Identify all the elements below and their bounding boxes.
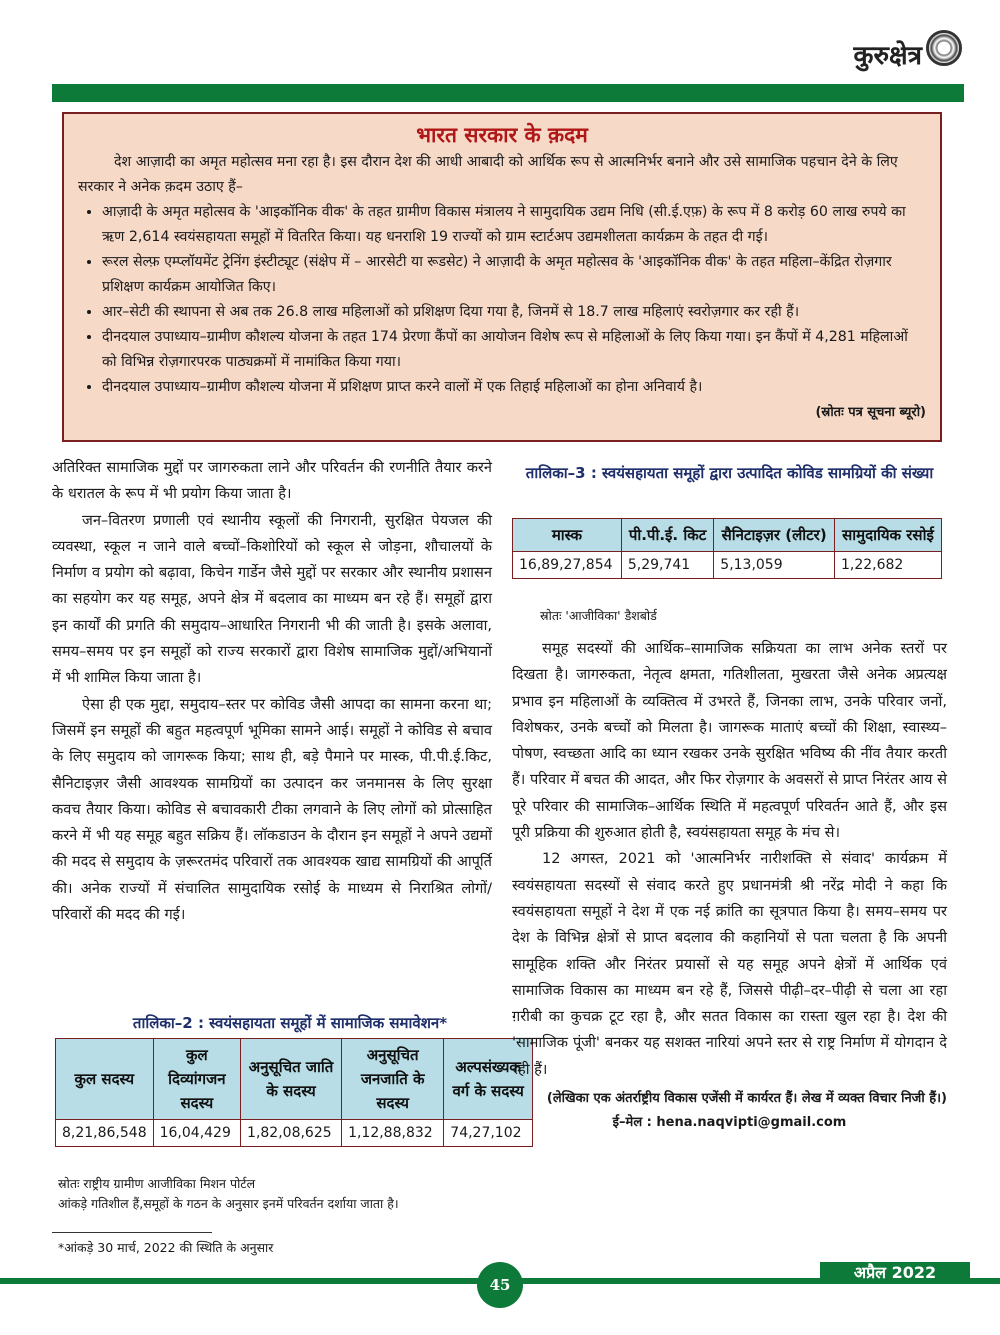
- table2-source: स्रोतः राष्ट्रीय ग्रामीण आजीविका मिशन पोर्टल: [58, 1176, 256, 1191]
- table3-header: पी.पी.ई. किट: [621, 519, 713, 552]
- table2-header: कुल दिव्यांगजन सदस्य: [153, 1039, 240, 1120]
- box-source: (स्रोतः पत्र सूचना ब्यूरो): [815, 405, 926, 420]
- table3-source: स्रोतः 'आजीविका' डैशबोर्ड: [540, 608, 657, 623]
- header-bar: [52, 84, 964, 102]
- box-intro: देश आज़ादी का अमृत महोत्सव मना रहा है। इस दौरान देश की आधी आबादी को आर्थिक रूप से आत्मनिर्भर बनाने और उसे सामाजिक पहचान देने के लिए सरकार ने अनेक क़दम उठाए हैं–: [78, 154, 898, 195]
- table2-header: अनुसूचित जाति के सदस्य: [241, 1039, 342, 1120]
- table2-header: अनुसूचित जनजाति के सदस्य: [342, 1039, 444, 1120]
- table3-header: सैनिटाइज़र (लीटर): [714, 519, 835, 552]
- table2-header: अल्पसंख्यक वर्ग के सदस्य: [444, 1039, 533, 1120]
- emblem-icon: [926, 30, 962, 66]
- right-column: [512, 636, 947, 1133]
- author-note: (लेखिका एक अंतर्राष्ट्रीय विकास एजेंसी में कार्यरत हैं। लेख में व्यक्त विचार निजी हैं।): [546, 1091, 947, 1107]
- table3: [512, 518, 942, 579]
- table2: [55, 1038, 533, 1147]
- table3-header: सामुदायिक रसोई: [834, 519, 941, 552]
- table2-cell: 1,12,88,832: [342, 1120, 444, 1147]
- paragraph: 12 अगस्त, 2021 को 'आत्मनिर्भर नारीशक्ति से संवाद' कार्यक्रम में स्वयंसहायता सदस्यों से संवाद करते हुए प्रधानमंत्री श्री नरेंद्र मोदी ने कहा कि स्वयंसहायता समूहों ने देश में एक नई क्रांति का सूत्रपात किया है। समय–समय पर देश के विभिन्न क्षेत्रों से प्राप्त बदलाव की कहानियों से पता चलता है कि अपनी सामूहिक शक्ति और निरंतर प्रयासों से यह समूह अपने क्षेत्रों में आर्थिक एवं सामाजिक विकास का माध्यम बन रहे हैं, जिससे पीढ़ी–दर–पीढ़ी से चला आ रहा ग़रीबी का कुचक्र टूट रहा है, और सतत विकास का रास्ता खुल रहा है। देश की 'सामाजिक पूंजी' बनकर यह सशक्त नारियां अपने स्तर से राष्ट्र निर्माण में योगदान दे रही हैं।: [512, 850, 947, 1078]
- table2-cell: 1,82,08,625: [241, 1120, 342, 1147]
- page-number: 45: [477, 1262, 523, 1308]
- paragraph: समूह सदस्यों की आर्थिक–सामाजिक सक्रियता का लाभ अनेक स्तरों पर दिखता है। जागरुकता, नेतृत्व क्षमता, गतिशीलता, मुखरता जैसे अनेक अप्रत्यक्ष प्रभाव इन महिलाओं के व्यक्तित्व में उभरते हैं, जिनका लाभ, उनके परिवार जनों, विशेषकर, उनके बच्चों को मिलता है। जागरूक माताएं बच्चों की शिक्षा, स्वास्थ्य–पोषण, स्वच्छता आदि का ध्यान रखकर उनके सुरक्षित भविष्य की नींव तैयार करती हैं। परिवार में बचत की आदत, और फिर रोज़गार के अवसरों से प्राप्त निरंतर आय से पूरे परिवार की सामाजिक–आर्थिक स्थिति में महत्वपूर्ण परिवर्तन आते हैं, और इस पूरी प्रक्रिया की शुरुआत होती है, स्वयंसहायता समूह के मंच से।: [512, 640, 947, 842]
- table3-cell: 16,89,27,854: [513, 552, 622, 579]
- left-column: [52, 455, 492, 928]
- paragraph: जन–वितरण प्रणाली एवं स्थानीय स्कूलों की निगरानी, सुरक्षित पेयजल की व्यवस्था, स्कूल न जाने वाले बच्चों–किशोरियों को स्कूल से जोड़ना, शौचालयों के निर्माण व प्रयोग को बढ़ावा, किचेन गार्डेन जैसे मुद्दों पर सरकार और स्थानीय प्रशासन का सहयोग कर यह समूह, अपने क्षेत्र में बदलाव का माध्यम बन रहे हैं। समूहों द्वारा इन कार्यों की प्रगति की समुदाय–आधारित निगरानी भी की जाती है। इसके अलावा, समय–समय पर इन समूहों को राज्य सरकारों द्वारा विशेष सामाजिक मुद्दों/अभियानों में भी शामिल किया जाता है।: [52, 511, 492, 687]
- masthead-title: कुरुक्षेत्र: [853, 41, 922, 71]
- box-bullet: • आज़ादी के अमृत महोत्सव के 'आइकॉनिक वीक' के तहत ग्रामीण विकास मंत्रालय ने सामुदायिक उद्यम निधि (सी.ई.एफ़) के रूप में 8 करोड़ 60 लाख रुपये का ऋण 2,614 स्वयंसहायता समूहों में वितरित किया। यह धनराशि 19 राज्यों को ग्राम स्टार्टअप उद्यमशीलता कार्यक्रम के तहत दी गई।: [102, 200, 926, 250]
- table3-caption: तालिका–3 : स्वयंसहायता समूहों द्वारा उत्पादित कोविड सामग्रियों की संख्या: [525, 464, 934, 482]
- author-email: ई–मेल : hena.naqvipti@gmail.com: [612, 1115, 847, 1131]
- table2-cell: 74,27,102: [444, 1120, 533, 1147]
- table2-cell: 8,21,86,548: [56, 1120, 154, 1147]
- issue-month: अप्रैल 2022: [820, 1262, 970, 1284]
- footnote-divider: [52, 1232, 212, 1233]
- table2-footnote: *आंकड़े 30 मार्च, 2022 की स्थिति के अनुसार: [58, 1240, 274, 1255]
- box-title: भारत सरकार के क़दम: [416, 123, 588, 147]
- box-bullet: • दीनदयाल उपाध्याय–ग्रामीण कौशल्य योजना के तहत 174 प्रेरणा कैंपों का आयोजन विशेष रूप से महिलाओं के लिए किया गया। इन कैंपों में 4,281 महिलाओं को विभिन्न रोज़गारपरक पाठ्यक्रमों में नामांकित किया गया।: [102, 325, 926, 375]
- box-bullet: • आर–सेटी की स्थापना से अब तक 26.8 लाख महिलाओं को प्रशिक्षण दिया गया है, जिनमें से 18.7 लाख महिलाएं स्वरोज़गार कर रही हैं।: [102, 300, 926, 325]
- table2-caption: तालिका–2 : स्वयंसहायता समूहों में सामाजिक समावेशन*: [132, 1014, 448, 1032]
- box-bullet-list: [78, 200, 926, 400]
- table3-cell: 5,29,741: [621, 552, 713, 579]
- govt-steps-box: [62, 112, 942, 442]
- table3-cell: 1,22,682: [834, 552, 941, 579]
- table3-cell: 5,13,059: [714, 552, 835, 579]
- table2-header: कुल सदस्य: [56, 1039, 154, 1120]
- table3-header: मास्क: [513, 519, 622, 552]
- table2-note: आंकड़े गतिशील हैं,समूहों के गठन के अनुसार इनमें परिवर्तन दर्शाया जाता है।: [58, 1196, 399, 1211]
- paragraph: अतिरिक्त सामाजिक मुद्दों पर जागरुकता लाने और परिवर्तन की रणनीति तैयार करने के धरातल के रूप में भी प्रयोग किया जाता है।: [52, 459, 492, 503]
- box-bullet: • दीनदयाल उपाध्याय–ग्रामीण कौशल्य योजना में प्रशिक्षण प्राप्त करने वालों में एक तिहाई महिलाओं का होना अनिवार्य है।: [102, 375, 926, 400]
- table2-cell: 16,04,429: [153, 1120, 240, 1147]
- box-bullet: • रूरल सेल्फ़ एम्प्लॉयमेंट ट्रेनिंग इंस्टीट्यूट (संक्षेप में – आरसेटी या रूडसेट) ने आज़ादी के अमृत महोत्सव के 'आइकॉनिक वीक' के तहत महिला–केंद्रित रोज़गार प्रशिक्षण कार्यक्रम आयोजित किए।: [102, 250, 926, 300]
- paragraph: ऐसा ही एक मुद्दा, समुदाय–स्तर पर कोविड जैसी आपदा का सामना करना था; जिसमें इन समूहों की बहुत महत्वपूर्ण भूमिका सामने आई। समूहों ने कोविड से बचाव के लिए समुदाय को जागरूक किया; साथ ही, बड़े पैमाने पर मास्क, पी.पी.ई.किट, सैनिटाइज़र जैसी आवश्यक सामग्रियों का उत्पादन कर जनमानस के लिए सुरक्षा कवच तैयार किया। कोविड से बचावकारी टीका लगवाने के लिए लोगों को प्रोत्साहित करने में भी यह समूह बहुत सक्रिय हैं। लॉकडाउन के दौरान इन समूहों ने अपने उद्यमों की मदद से समुदाय के ज़रूरतमंद परिवारों तक आवश्यक खाद्य सामग्रियों की आपूर्ति की। अनेक राज्यों में संचालित सामुदायिक रसोई के माध्यम से निराश्रित लोगों/परिवारों की मदद की गई।: [52, 695, 492, 924]
